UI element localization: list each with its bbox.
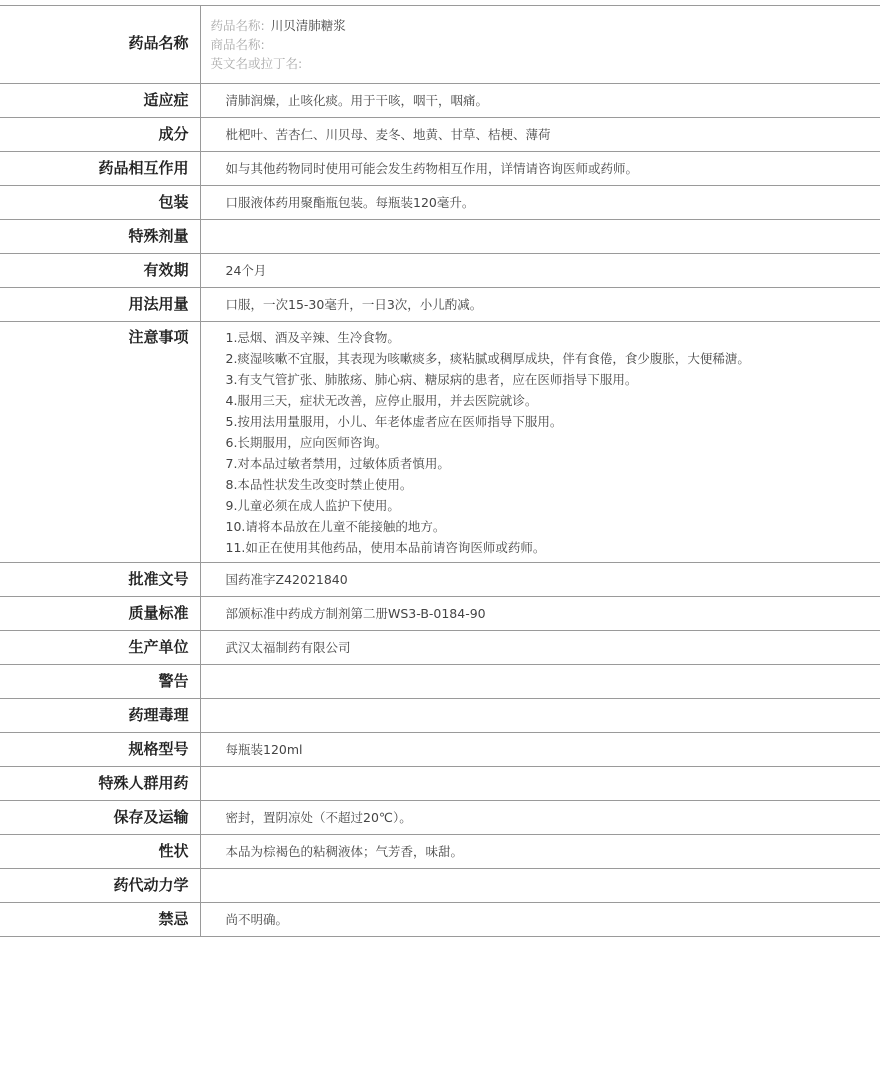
value-ingredients: 枇杷叶、苦杏仁、川贝母、麦冬、地黄、甘草、桔梗、薄荷 <box>200 118 880 152</box>
label-ingredients: 成分 <box>0 118 200 152</box>
english-name-line <box>211 54 880 73</box>
precaution-item: 4.服用三天，症状无改善，应停止服用，并去医院就诊。 <box>225 393 538 408</box>
label-package: 包装 <box>0 186 200 220</box>
value-interactions: 如与其他药物同时使用可能会发生药物相互作用，详情请咨询医师或药师。 <box>200 152 880 186</box>
english-name-key: 英文名或拉丁名: <box>210 56 303 71</box>
row-ingredients <box>0 118 880 152</box>
row-interactions <box>0 152 880 186</box>
row-special-groups <box>0 767 880 801</box>
precaution-item: 8.本品性状发生改变时禁止使用。 <box>225 477 413 492</box>
row-pharmacology <box>0 699 880 733</box>
precautions-list <box>226 327 880 558</box>
precaution-item: 3.有支气管扩张、肺脓疡、肺心病、糖尿病的患者，应在医师指导下服用。 <box>225 372 638 387</box>
value-contraindications: 尚不明确。 <box>200 903 880 937</box>
precaution-item: 9.儿童必须在成人监护下使用。 <box>225 498 400 513</box>
label-quality: 质量标准 <box>0 597 200 631</box>
label-pharmacology: 药理毒理 <box>0 699 200 733</box>
precaution-item: 7.对本品过敏者禁用，过敏体质者慎用。 <box>225 456 450 471</box>
row-pharmacokinetics <box>0 869 880 903</box>
row-special-dosage <box>0 220 880 254</box>
trade-name-key: 商品名称: <box>210 37 265 52</box>
label-drug-name: 药品名称 <box>0 6 200 84</box>
value-special-dosage <box>200 220 880 254</box>
label-warning: 警告 <box>0 665 200 699</box>
value-warning <box>200 665 880 699</box>
drug-info-table <box>0 5 880 937</box>
value-description: 本品为棕褐色的粘稠液体；气芳香，味甜。 <box>200 835 880 869</box>
generic-name-value: 川贝清肺糖浆 <box>270 18 346 33</box>
precaution-item: 11.如正在使用其他药品，使用本品前请咨询医师或药师。 <box>225 540 546 555</box>
value-indications: 清肺润燥，止咳化痰。用于干咳，咽干，咽痛。 <box>200 84 880 118</box>
label-contraindications: 禁忌 <box>0 903 200 937</box>
label-specification: 规格型号 <box>0 733 200 767</box>
row-storage <box>0 801 880 835</box>
label-description: 性状 <box>0 835 200 869</box>
value-manufacturer: 武汉太福制药有限公司 <box>200 631 880 665</box>
label-interactions: 药品相互作用 <box>0 152 200 186</box>
generic-name-key: 药品名称: <box>210 18 265 33</box>
row-usage <box>0 288 880 322</box>
value-drug-name <box>200 6 880 84</box>
label-manufacturer: 生产单位 <box>0 631 200 665</box>
precaution-item: 10.请将本品放在儿童不能接触的地方。 <box>225 519 446 534</box>
precaution-item: 1.忌烟、酒及辛辣、生冷食物。 <box>225 330 400 345</box>
value-specification: 每瓶装120ml <box>200 733 880 767</box>
row-contraindications <box>0 903 880 937</box>
value-precautions <box>200 322 880 563</box>
label-shelf-life: 有效期 <box>0 254 200 288</box>
precaution-item: 5.按用法用量服用，小儿、年老体虚者应在医师指导下服用。 <box>225 414 563 429</box>
row-drug-name <box>0 6 880 84</box>
value-pharmacokinetics <box>200 869 880 903</box>
row-indications <box>0 84 880 118</box>
row-manufacturer <box>0 631 880 665</box>
value-storage: 密封，置阴凉处（不超过20℃）。 <box>200 801 880 835</box>
value-shelf-life: 24个月 <box>200 254 880 288</box>
label-precautions: 注意事项 <box>0 322 200 563</box>
row-precautions <box>0 322 880 563</box>
label-special-groups: 特殊人群用药 <box>0 767 200 801</box>
precaution-item: 6.长期服用，应向医师咨询。 <box>225 435 388 450</box>
value-approval: 国药准字Z42021840 <box>200 563 880 597</box>
precaution-item: 2.痰湿咳嗽不宜服，其表现为咳嗽痰多，痰粘腻或稠厚成块，伴有食倦，食少腹胀，大便稀溏。 <box>225 351 750 366</box>
value-usage: 口服，一次15-30毫升，一日3次，小儿酌减。 <box>200 288 880 322</box>
label-storage: 保存及运输 <box>0 801 200 835</box>
row-approval <box>0 563 880 597</box>
row-warning <box>0 665 880 699</box>
row-package <box>0 186 880 220</box>
label-indications: 适应症 <box>0 84 200 118</box>
trade-name-line <box>211 35 880 54</box>
value-special-groups <box>200 767 880 801</box>
label-special-dosage: 特殊剂量 <box>0 220 200 254</box>
value-pharmacology <box>200 699 880 733</box>
label-approval: 批准文号 <box>0 563 200 597</box>
row-specification <box>0 733 880 767</box>
row-quality <box>0 597 880 631</box>
value-package: 口服液体药用聚酯瓶包装。每瓶装120毫升。 <box>200 186 880 220</box>
generic-name-line <box>211 16 880 35</box>
value-quality: 部颁标准中药成方制剂第二册WS3-B-0184-90 <box>200 597 880 631</box>
row-description <box>0 835 880 869</box>
row-shelf-life <box>0 254 880 288</box>
label-usage: 用法用量 <box>0 288 200 322</box>
label-pharmacokinetics: 药代动力学 <box>0 869 200 903</box>
